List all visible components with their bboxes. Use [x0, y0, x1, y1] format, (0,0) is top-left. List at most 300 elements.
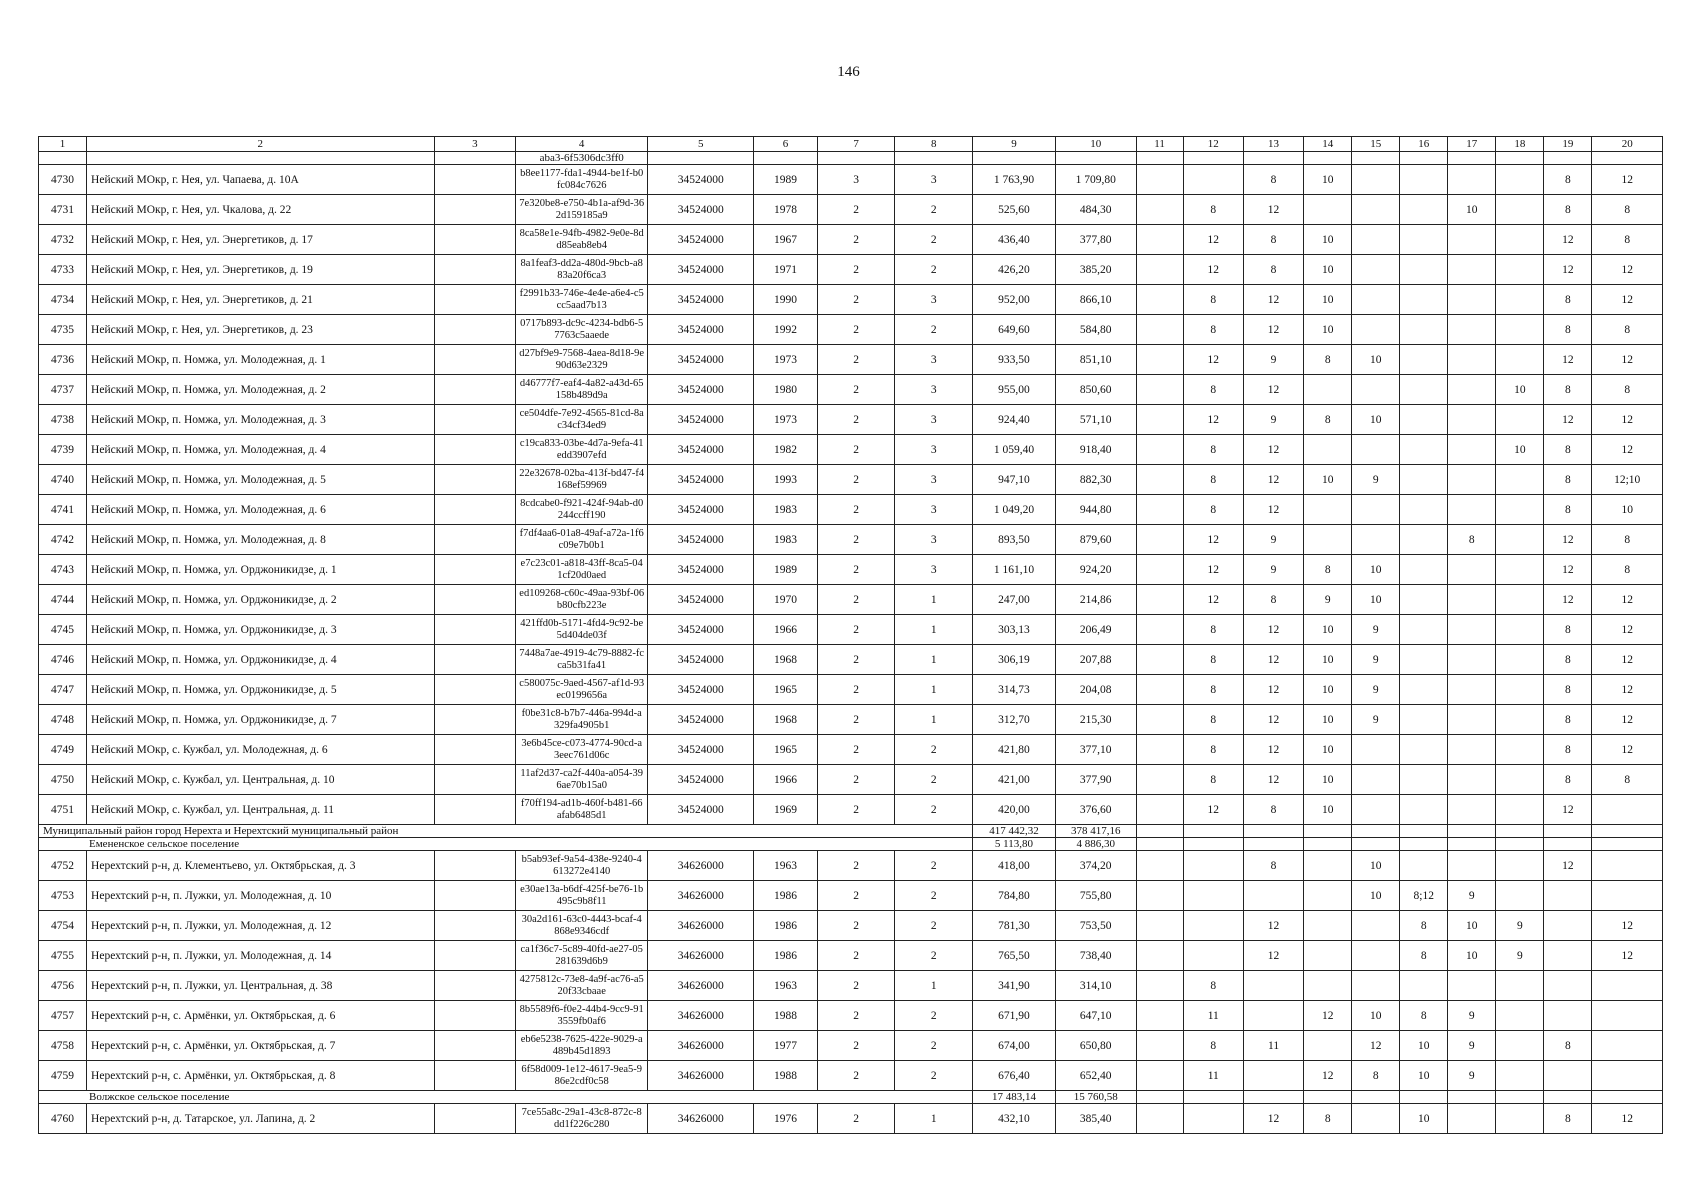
address-cell: Нейский МОкр, п. Номжа, ул. Молодежная, д. 8	[87, 525, 434, 555]
value-cell: 303,13	[973, 615, 1056, 645]
value-cell: 8	[1183, 735, 1243, 765]
value-cell	[1183, 911, 1243, 941]
value-cell: 34524000	[648, 225, 754, 255]
value-cell: 8	[1448, 525, 1496, 555]
value-cell: 12	[1544, 225, 1592, 255]
housing-register-table	[38, 136, 1663, 1134]
value-cell: 1965	[754, 675, 817, 705]
value-cell	[1352, 375, 1400, 405]
value-cell: 8	[1544, 285, 1592, 315]
value-cell	[1304, 495, 1352, 525]
address-cell: Нейский МОкр, г. Нея, ул. Энергетиков, д. 21	[87, 285, 434, 315]
value-cell: 3	[895, 555, 973, 585]
value-cell	[1496, 255, 1544, 285]
column-number: 3	[434, 137, 516, 152]
value-cell: 377,10	[1055, 735, 1136, 765]
value-cell: 2	[817, 765, 895, 795]
value-cell	[1592, 881, 1663, 911]
value-cell	[1496, 555, 1544, 585]
address-cell: Нерехтский р-н, п. Лужки, ул. Молодежная, д. 14	[87, 941, 434, 971]
table-row	[39, 971, 1663, 1001]
value-cell: 8	[1183, 195, 1243, 225]
value-cell: 1963	[754, 971, 817, 1001]
value-cell	[434, 405, 516, 435]
value-cell: 11	[1243, 1031, 1303, 1061]
uuid-cell: 7e320be8-e750-4b1a-af9d-362d159185a9	[516, 195, 648, 225]
table-row	[39, 1104, 1663, 1134]
uuid-cell: 30a2d161-63c0-4443-bcaf-4868e9346cdf	[516, 911, 648, 941]
address-cell: Нерехтский р-н, п. Лужки, ул. Молодежная, д. 10	[87, 881, 434, 911]
value-cell: 34524000	[648, 255, 754, 285]
value-cell	[1136, 195, 1183, 225]
value-cell: 8	[1544, 1031, 1592, 1061]
value-cell: 2	[817, 285, 895, 315]
value-cell: 34626000	[648, 881, 754, 911]
value-cell: 9	[1448, 1031, 1496, 1061]
value-cell: 1965	[754, 735, 817, 765]
value-cell: 652,40	[1055, 1061, 1136, 1091]
value-cell	[1304, 1031, 1352, 1061]
value-cell	[1448, 795, 1496, 825]
value-cell: 8	[1304, 345, 1352, 375]
value-cell	[1448, 165, 1496, 195]
value-cell	[1183, 165, 1243, 195]
uuid-cell: 4275812c-73e8-4a9f-ac76-a520f33cbaae	[516, 971, 648, 1001]
value-cell: 2	[817, 675, 895, 705]
value-cell	[1496, 1031, 1544, 1061]
value-cell: 426,20	[973, 255, 1056, 285]
value-cell: 2	[817, 851, 895, 881]
value-cell: 8	[1304, 1104, 1352, 1134]
address-cell: Нейский МОкр, п. Номжа, ул. Молодежная, д. 2	[87, 375, 434, 405]
address-cell: Нерехтский р-н, д. Клементьево, ул. Октябрьская, д. 3	[87, 851, 434, 881]
value-cell: 2	[817, 585, 895, 615]
value-cell: 3	[895, 165, 973, 195]
value-cell: 12	[1592, 675, 1663, 705]
value-cell	[1400, 375, 1448, 405]
value-cell	[1400, 525, 1448, 555]
uuid-cell: f0be31c8-b7b7-446a-994d-a329fa4905b1	[516, 705, 648, 735]
value-cell	[1496, 705, 1544, 735]
row-number-cell: 4753	[39, 881, 87, 911]
value-cell	[1400, 615, 1448, 645]
value-cell	[434, 435, 516, 465]
value-cell: 12	[1243, 735, 1303, 765]
value-cell	[1448, 225, 1496, 255]
value-cell: 34524000	[648, 765, 754, 795]
value-cell: 8;12	[1400, 881, 1448, 911]
value-cell	[434, 1104, 516, 1134]
table-row	[39, 525, 1663, 555]
value-cell: 12	[1544, 405, 1592, 435]
row-number-cell: 4760	[39, 1104, 87, 1134]
address-cell: Нейский МОкр, г. Нея, ул. Энергетиков, д. 19	[87, 255, 434, 285]
subsection-total: 4 886,30	[1055, 838, 1136, 851]
value-cell: 1971	[754, 255, 817, 285]
table-row	[39, 615, 1663, 645]
row-number-cell: 4740	[39, 465, 87, 495]
uuid-cell: e30ae13a-b6df-425f-be76-1b495c9b8f11	[516, 881, 648, 911]
value-cell	[1352, 795, 1400, 825]
value-cell: 2	[817, 465, 895, 495]
value-cell	[1496, 881, 1544, 911]
value-cell	[1304, 911, 1352, 941]
value-cell	[1496, 795, 1544, 825]
column-number: 7	[817, 137, 895, 152]
value-cell	[1496, 585, 1544, 615]
value-cell	[1496, 165, 1544, 195]
row-number-cell: 4739	[39, 435, 87, 465]
value-cell: 1	[895, 1104, 973, 1134]
value-cell: 12	[1592, 585, 1663, 615]
value-cell: 12	[1243, 615, 1303, 645]
table-row	[39, 585, 1663, 615]
value-cell	[1400, 851, 1448, 881]
table-row	[39, 465, 1663, 495]
value-cell: 12	[1592, 615, 1663, 645]
address-cell: Нейский МОкр, п. Номжа, ул. Орджоникидзе, д. 1	[87, 555, 434, 585]
row-number-cell: 4749	[39, 735, 87, 765]
value-cell: 12	[1243, 495, 1303, 525]
value-cell: 34524000	[648, 465, 754, 495]
value-cell: 12	[1592, 911, 1663, 941]
value-cell: 12	[1183, 345, 1243, 375]
table-row	[39, 495, 1663, 525]
value-cell: 8	[1400, 911, 1448, 941]
value-cell	[1136, 405, 1183, 435]
value-cell: 8	[1183, 465, 1243, 495]
value-cell: 377,80	[1055, 225, 1136, 255]
column-number: 1	[39, 137, 87, 152]
value-cell	[1400, 255, 1448, 285]
value-cell: 12	[1243, 911, 1303, 941]
value-cell: 924,40	[973, 405, 1056, 435]
address-cell: Нерехтский р-н, с. Армёнки, ул. Октябрьская, д. 7	[87, 1031, 434, 1061]
value-cell: 2	[817, 1031, 895, 1061]
value-cell	[1352, 735, 1400, 765]
value-cell	[434, 255, 516, 285]
value-cell: 34626000	[648, 971, 754, 1001]
row-number-cell: 4731	[39, 195, 87, 225]
value-cell: 12	[1243, 435, 1303, 465]
value-cell: 10	[1304, 255, 1352, 285]
address-cell: Нейский МОкр, п. Номжа, ул. Молодежная, д. 6	[87, 495, 434, 525]
value-cell	[1448, 255, 1496, 285]
value-cell	[434, 225, 516, 255]
value-cell: 12	[1243, 645, 1303, 675]
value-cell: 2	[817, 1104, 895, 1134]
table-row	[39, 225, 1663, 255]
value-cell	[1136, 675, 1183, 705]
value-cell: 571,10	[1055, 405, 1136, 435]
uuid-cell: eb6e5238-7625-422e-9029-a489b45d1893	[516, 1031, 648, 1061]
continuation-row	[39, 152, 1663, 165]
value-cell	[1448, 345, 1496, 375]
value-cell: 34524000	[648, 645, 754, 675]
row-number-cell: 4744	[39, 585, 87, 615]
value-cell	[434, 1061, 516, 1091]
value-cell: 12	[1243, 285, 1303, 315]
column-number: 9	[973, 137, 1056, 152]
value-cell	[1544, 1001, 1592, 1031]
value-cell: 12	[1243, 315, 1303, 345]
value-cell	[434, 881, 516, 911]
value-cell: 34626000	[648, 1031, 754, 1061]
value-cell: 9	[1352, 705, 1400, 735]
value-cell: 1	[895, 615, 973, 645]
uuid-cell: d46777f7-eaf4-4a82-a43d-65158b489d9a	[516, 375, 648, 405]
value-cell	[434, 1001, 516, 1031]
value-cell: 851,10	[1055, 345, 1136, 375]
value-cell: 8	[1544, 765, 1592, 795]
value-cell: 12	[1592, 645, 1663, 675]
value-cell: 2	[817, 971, 895, 1001]
uuid-cell: f2991b33-746e-4e4e-a6e4-c5cc5aad7b13	[516, 285, 648, 315]
value-cell	[1544, 911, 1592, 941]
address-cell: Нейский МОкр, п. Номжа, ул. Орджоникидзе, д. 4	[87, 645, 434, 675]
value-cell: 1	[895, 705, 973, 735]
value-cell: 1980	[754, 375, 817, 405]
value-cell: 1986	[754, 941, 817, 971]
address-cell: Нейский МОкр, с. Кужбал, ул. Центральная, д. 11	[87, 795, 434, 825]
value-cell: 10	[1352, 405, 1400, 435]
value-cell: 8	[1400, 1001, 1448, 1031]
value-cell	[1352, 1104, 1400, 1134]
table-row	[39, 911, 1663, 941]
value-cell: 1969	[754, 795, 817, 825]
value-cell	[1136, 495, 1183, 525]
value-cell	[1496, 645, 1544, 675]
value-cell	[1304, 195, 1352, 225]
row-number-cell: 4742	[39, 525, 87, 555]
value-cell: 9	[1352, 615, 1400, 645]
value-cell: 2	[895, 315, 973, 345]
value-cell: 8	[1183, 765, 1243, 795]
value-cell: 34626000	[648, 911, 754, 941]
value-cell	[1496, 315, 1544, 345]
value-cell: 650,80	[1055, 1031, 1136, 1061]
value-cell: 1983	[754, 525, 817, 555]
value-cell: 1968	[754, 705, 817, 735]
value-cell: 10	[1352, 1001, 1400, 1031]
value-cell: 8	[1544, 375, 1592, 405]
value-cell: 10	[1304, 285, 1352, 315]
value-cell	[1136, 1104, 1183, 1134]
column-number: 5	[648, 137, 754, 152]
value-cell: 944,80	[1055, 495, 1136, 525]
value-cell: 2	[817, 705, 895, 735]
value-cell	[1136, 911, 1183, 941]
value-cell: 8	[1352, 1061, 1400, 1091]
value-cell: 10	[1304, 795, 1352, 825]
address-cell: Нейский МОкр, п. Номжа, ул. Орджоникидзе, д. 5	[87, 675, 434, 705]
value-cell: 12	[1592, 165, 1663, 195]
value-cell	[1544, 941, 1592, 971]
page-number: 146	[837, 64, 860, 80]
value-cell: 9	[1243, 405, 1303, 435]
value-cell: 1968	[754, 645, 817, 675]
value-cell	[1448, 675, 1496, 705]
value-cell	[434, 165, 516, 195]
value-cell: 10	[1496, 375, 1544, 405]
value-cell: 3	[895, 435, 973, 465]
table-row	[39, 195, 1663, 225]
value-cell: 34524000	[648, 705, 754, 735]
row-number-cell: 4757	[39, 1001, 87, 1031]
value-cell	[1544, 1061, 1592, 1091]
value-cell: 34626000	[648, 1061, 754, 1091]
value-cell	[1400, 435, 1448, 465]
value-cell: 2	[817, 255, 895, 285]
value-cell: 1 049,20	[973, 495, 1056, 525]
value-cell	[1400, 465, 1448, 495]
value-cell	[1136, 555, 1183, 585]
value-cell: 3	[895, 465, 973, 495]
value-cell: 2	[817, 795, 895, 825]
value-cell: 314,73	[973, 675, 1056, 705]
value-cell: 2	[895, 255, 973, 285]
value-cell: 34524000	[648, 285, 754, 315]
value-cell: 12	[1544, 345, 1592, 375]
value-cell: 12	[1243, 705, 1303, 735]
value-cell	[1400, 495, 1448, 525]
uuid-cell: 8cdcabe0-f921-424f-94ab-d0244ccff190	[516, 495, 648, 525]
value-cell: 12	[1183, 405, 1243, 435]
value-cell	[1496, 1001, 1544, 1031]
value-cell: 1	[895, 971, 973, 1001]
value-cell: 421,80	[973, 735, 1056, 765]
value-cell: 8	[1183, 435, 1243, 465]
value-cell	[434, 971, 516, 1001]
value-cell	[434, 705, 516, 735]
value-cell: 8	[1400, 941, 1448, 971]
value-cell	[1448, 585, 1496, 615]
value-cell	[434, 1031, 516, 1061]
uuid-cell: 22e32678-02ba-413f-bd47-f4168ef59969	[516, 465, 648, 495]
value-cell: 12	[1183, 525, 1243, 555]
value-cell	[1448, 315, 1496, 345]
value-cell	[1304, 881, 1352, 911]
value-cell: 3	[895, 285, 973, 315]
value-cell: 385,40	[1055, 1104, 1136, 1134]
value-cell	[1304, 525, 1352, 555]
value-cell: 3	[895, 405, 973, 435]
value-cell: 9	[1496, 941, 1544, 971]
row-number-cell: 4732	[39, 225, 87, 255]
value-cell: 10	[1304, 165, 1352, 195]
value-cell	[1352, 525, 1400, 555]
value-cell: 1 161,10	[973, 555, 1056, 585]
address-cell: Нерехтский р-н, п. Лужки, ул. Центральная, д. 38	[87, 971, 434, 1001]
value-cell: 9	[1496, 911, 1544, 941]
value-cell: 385,20	[1055, 255, 1136, 285]
value-cell	[1496, 345, 1544, 375]
value-cell	[434, 941, 516, 971]
subsection-total: 5 113,80	[973, 838, 1056, 851]
value-cell: 2	[817, 345, 895, 375]
value-cell	[1304, 851, 1352, 881]
row-number-cell: 4738	[39, 405, 87, 435]
value-cell	[1496, 465, 1544, 495]
row-number-cell: 4734	[39, 285, 87, 315]
value-cell: 12	[1592, 941, 1663, 971]
table-row	[39, 1061, 1663, 1091]
value-cell: 1	[895, 645, 973, 675]
table-row	[39, 1001, 1663, 1031]
value-cell: 8	[1544, 615, 1592, 645]
value-cell	[1243, 1061, 1303, 1091]
value-cell: 10	[1352, 555, 1400, 585]
value-cell: 918,40	[1055, 435, 1136, 465]
address-cell: Нейский МОкр, г. Нея, ул. Чкалова, д. 22	[87, 195, 434, 225]
value-cell	[1448, 465, 1496, 495]
value-cell	[434, 315, 516, 345]
value-cell	[1136, 345, 1183, 375]
table-row	[39, 255, 1663, 285]
value-cell: 12	[1592, 255, 1663, 285]
table-row	[39, 645, 1663, 675]
value-cell: 1986	[754, 881, 817, 911]
value-cell: 2	[817, 525, 895, 555]
value-cell: 10	[1304, 225, 1352, 255]
value-cell: 247,00	[973, 585, 1056, 615]
subsection-row	[39, 1091, 1663, 1104]
value-cell	[1400, 555, 1448, 585]
value-cell: 2	[895, 941, 973, 971]
row-number-cell: 4730	[39, 165, 87, 195]
value-cell: 2	[895, 225, 973, 255]
value-cell: 1966	[754, 765, 817, 795]
value-cell: 755,80	[1055, 881, 1136, 911]
value-cell: 2	[817, 881, 895, 911]
value-cell: 34626000	[648, 851, 754, 881]
value-cell	[1136, 795, 1183, 825]
value-cell: 9	[1304, 585, 1352, 615]
value-cell	[1400, 645, 1448, 675]
value-cell	[434, 585, 516, 615]
value-cell: 2	[817, 195, 895, 225]
value-cell	[1448, 405, 1496, 435]
value-cell: 2	[817, 1061, 895, 1091]
value-cell: 206,49	[1055, 615, 1136, 645]
uuid-cell: c580075c-9aed-4567-af1d-93ec0199656a	[516, 675, 648, 705]
value-cell: 12	[1544, 525, 1592, 555]
value-cell	[1448, 555, 1496, 585]
value-cell: 8	[1243, 851, 1303, 881]
value-cell: 8	[1544, 435, 1592, 465]
value-cell: 34524000	[648, 345, 754, 375]
value-cell: 1963	[754, 851, 817, 881]
value-cell: 12	[1592, 1104, 1663, 1134]
value-cell: 2	[817, 225, 895, 255]
value-cell: 866,10	[1055, 285, 1136, 315]
value-cell: 8	[1243, 585, 1303, 615]
value-cell: 12	[1243, 465, 1303, 495]
value-cell: 1989	[754, 555, 817, 585]
address-cell: Нерехтский р-н, п. Лужки, ул. Молодежная, д. 12	[87, 911, 434, 941]
value-cell	[1496, 285, 1544, 315]
row-number-cell: 4758	[39, 1031, 87, 1061]
value-cell	[1400, 675, 1448, 705]
value-cell	[434, 345, 516, 375]
value-cell: 34626000	[648, 941, 754, 971]
value-cell: 1992	[754, 315, 817, 345]
value-cell: 2	[895, 765, 973, 795]
value-cell	[1304, 971, 1352, 1001]
value-cell	[1592, 971, 1663, 1001]
table-row	[39, 555, 1663, 585]
value-cell: 34524000	[648, 555, 754, 585]
